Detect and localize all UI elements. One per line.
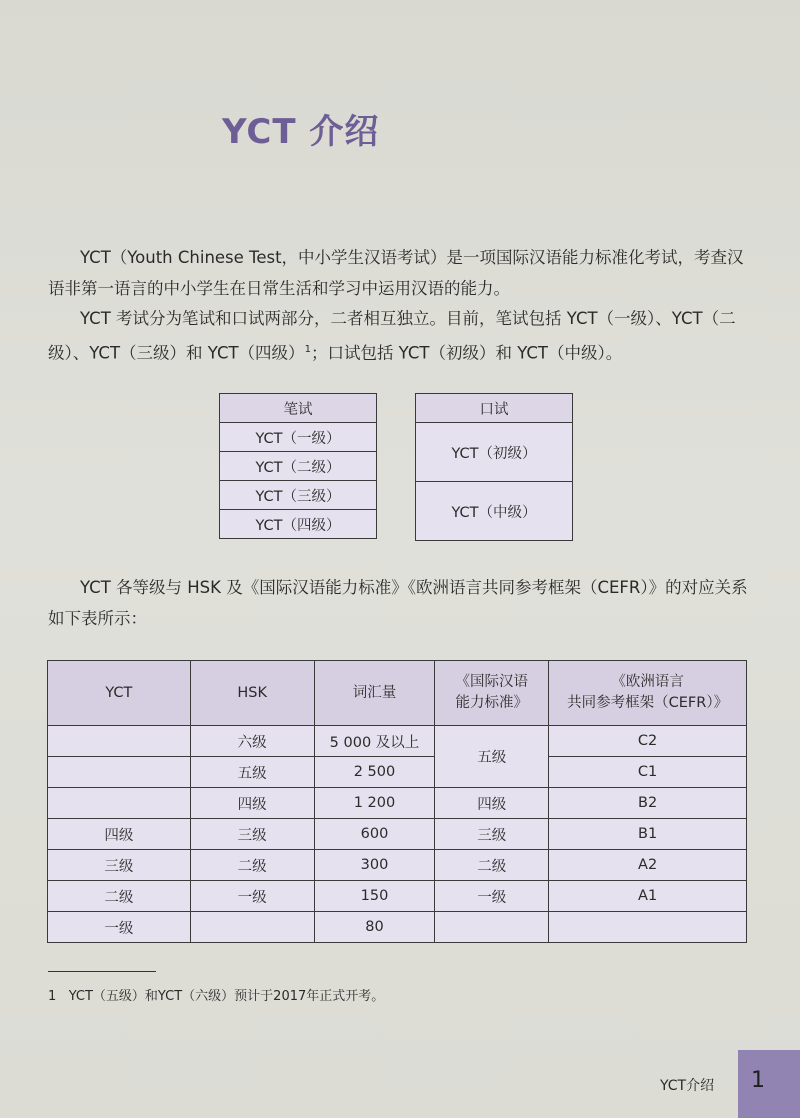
intro-paragraph <box>48 242 753 304</box>
cell-yct: 四级 <box>48 819 191 850</box>
cell-hsk <box>190 912 314 943</box>
written-test-level: YCT（一级） <box>220 423 377 452</box>
relation-paragraph <box>48 572 753 634</box>
intro-text: YCT（Youth Chinese Test，中小学生汉语考试）是一项国际汉语能力标准化考试，考查汉语非第一语言的中小学生在日常生活和学习中运用汉语的能力。 <box>48 248 744 298</box>
header-standard-line2: 能力标准》 <box>455 695 529 711</box>
table-row <box>48 757 747 788</box>
table-row <box>48 819 747 850</box>
running-footer: YCT介绍 <box>660 1078 715 1094</box>
cell-vocab: 1 200 <box>314 788 435 819</box>
footnote-reference: 1 <box>304 344 311 355</box>
footnote-number: 1 <box>48 989 57 1004</box>
cell-cefr: C2 <box>549 726 747 757</box>
structure-text-after: ；口试包括 YCT（初级）和 YCT（中级）。 <box>310 343 623 363</box>
level-correspondence-table <box>47 660 747 943</box>
header-vocab: 词汇量 <box>314 661 435 726</box>
written-test-level: YCT（三级） <box>220 481 377 510</box>
header-yct: YCT <box>48 661 191 726</box>
cell-hsk: 四级 <box>190 788 314 819</box>
cell-vocab: 600 <box>314 819 435 850</box>
cell-standard: 二级 <box>435 850 549 881</box>
cell-vocab: 300 <box>314 850 435 881</box>
table-row <box>48 726 747 757</box>
cell-yct: 一级 <box>48 912 191 943</box>
relation-text: YCT 各等级与 HSK 及《国际汉语能力标准》《欧洲语言共同参考框架（CEFR）》的对应关系如下表所示： <box>48 578 748 628</box>
cell-hsk: 二级 <box>190 850 314 881</box>
header-cefr-line2: 共同参考框架（CEFR）》 <box>567 695 729 711</box>
page-number-tab <box>738 1050 800 1118</box>
written-test-header: 笔试 <box>220 394 377 423</box>
footnote <box>48 985 384 1004</box>
written-test-level: YCT（二级） <box>220 452 377 481</box>
cell-standard: 一级 <box>435 881 549 912</box>
cell-vocab: 5 000 及以上 <box>314 726 435 757</box>
cell-standard: 四级 <box>435 788 549 819</box>
oral-test-level: YCT（中级） <box>416 482 573 541</box>
cell-yct <box>48 726 191 757</box>
header-standard-line1: 《国际汉语 <box>455 674 529 690</box>
footnote-text: YCT（五级）和YCT（六级）预计于2017年正式开考。 <box>68 989 385 1004</box>
header-standard <box>435 661 549 726</box>
cell-standard <box>435 912 549 943</box>
cell-hsk: 五级 <box>190 757 314 788</box>
oral-test-table <box>415 393 573 541</box>
page-number: 1 <box>751 1068 765 1093</box>
cell-vocab: 150 <box>314 881 435 912</box>
cell-cefr: B1 <box>549 819 747 850</box>
footnote-divider <box>48 971 156 972</box>
written-test-level: YCT（四级） <box>220 510 377 539</box>
cell-standard: 五级 <box>435 726 549 788</box>
cell-cefr: B2 <box>549 788 747 819</box>
cell-hsk: 六级 <box>190 726 314 757</box>
header-hsk: HSK <box>190 661 314 726</box>
table-row <box>48 788 747 819</box>
structure-text <box>48 303 753 369</box>
cell-vocab: 80 <box>314 912 435 943</box>
cell-vocab: 2 500 <box>314 757 435 788</box>
cell-cefr: C1 <box>549 757 747 788</box>
structure-paragraph <box>48 303 753 369</box>
oral-test-header: 口试 <box>416 394 573 423</box>
oral-test-level: YCT（初级） <box>416 423 573 482</box>
cell-yct <box>48 788 191 819</box>
table-row <box>48 912 747 943</box>
cell-standard: 三级 <box>435 819 549 850</box>
table-row <box>48 881 747 912</box>
structure-text-before: YCT 考试分为笔试和口试两部分，二者相互独立。目前，笔试包括 YCT（一级）、YCT（二级）、YCT（三级）和 YCT（四级） <box>48 309 736 363</box>
cell-yct: 二级 <box>48 881 191 912</box>
cell-cefr: A1 <box>549 881 747 912</box>
table-header-row <box>48 661 747 726</box>
cell-hsk: 三级 <box>190 819 314 850</box>
header-cefr <box>549 661 747 726</box>
page-title: YCT 介绍 <box>222 112 380 152</box>
table-row <box>48 850 747 881</box>
cell-yct <box>48 757 191 788</box>
cell-hsk: 一级 <box>190 881 314 912</box>
cell-cefr <box>549 912 747 943</box>
header-cefr-line1: 《欧洲语言 <box>611 674 684 690</box>
cell-yct: 三级 <box>48 850 191 881</box>
written-test-table <box>219 393 377 539</box>
cell-cefr: A2 <box>549 850 747 881</box>
